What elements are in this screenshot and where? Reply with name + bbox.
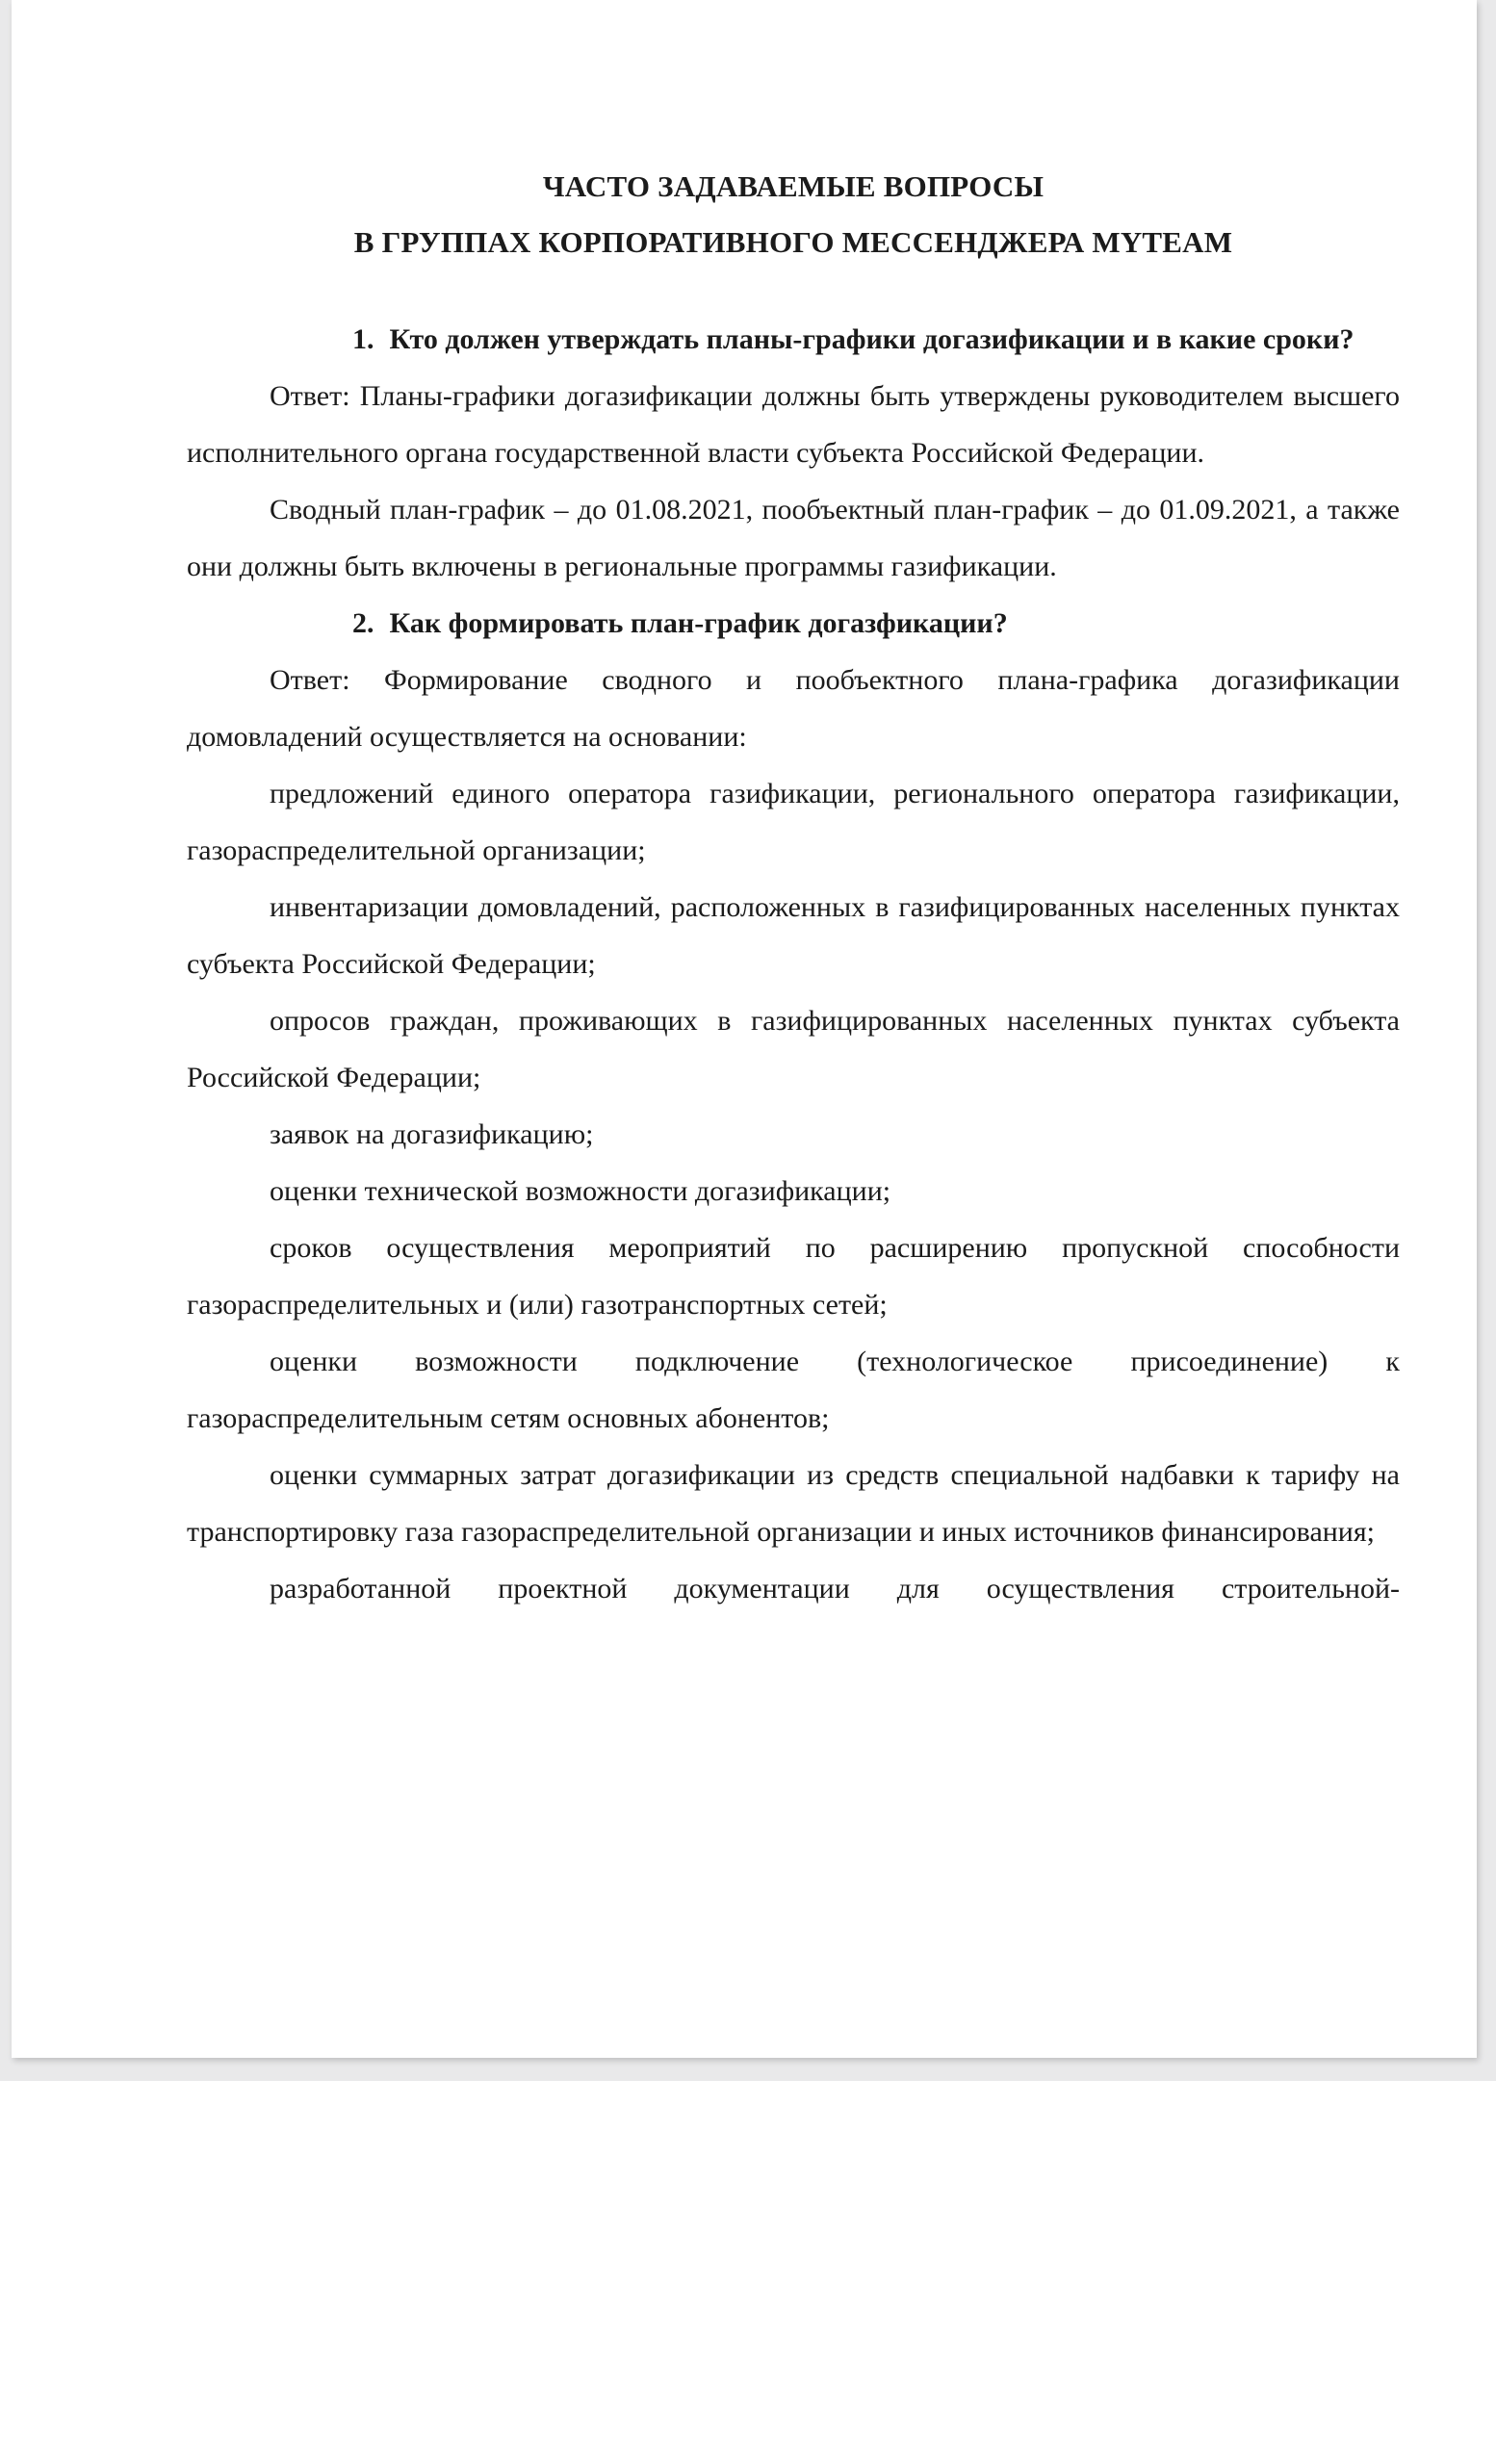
- document-page: [12, 0, 1477, 2058]
- document-title: [187, 159, 1400, 270]
- question-2-text: Как формировать план-график догазфикации?: [389, 607, 1008, 639]
- answer-2-item: оценки возможности подключение (технологическое присоединение) к газораспределительным сетям основных абонентов;: [187, 1346, 1400, 1434]
- question-2-number: 2.: [352, 607, 374, 639]
- title-line-2: В ГРУППАХ КОРПОРАТИВНОГО МЕССЕНДЖЕРА MYTEAM: [353, 225, 1233, 259]
- answer-2-item: инвентаризации домовладений, расположенных в газифицированных населенных пунктах субъекта Российской Федерации;: [187, 891, 1400, 980]
- answer-2-item: оценки суммарных затрат догазификации из средств специальной надбавки к тарифу на транспортировку газа газораспределительной организации и иных источников финансирования;: [187, 1459, 1400, 1548]
- question-1-number: 1.: [352, 323, 374, 355]
- question-1: [187, 311, 1400, 368]
- question-2: [187, 595, 1400, 652]
- question-1-text: Кто должен утверждать планы-графики догазификации и в какие сроки?: [389, 323, 1354, 355]
- answer-2-item: разработанной проектной документации для осуществления строительной-: [270, 1573, 1400, 1604]
- title-line-1: ЧАСТО ЗАДАВАЕМЫЕ ВОПРОСЫ: [542, 169, 1045, 203]
- answer-2-item: оценки технической возможности догазификации;: [270, 1175, 891, 1207]
- document-content: [187, 159, 1400, 1617]
- answer-1-paragraph-1: Ответ: Планы-графики догазификации должны быть утверждены руководителем высшего исполнительного органа государственной власти субъекта Российской Федерации.: [187, 380, 1400, 469]
- answer-2-intro: Ответ: Формирование сводного и пообъектного плана-графика догазификации домовладений осуществляется на основании:: [187, 664, 1400, 753]
- answer-2-item: заявок на догазификацию;: [270, 1118, 594, 1150]
- answer-2-item: сроков осуществления мероприятий по расширению пропускной способности газораспределительных и (или) газотранспортных сетей;: [187, 1232, 1400, 1321]
- answer-2-item: опросов граждан, проживающих в газифицированных населенных пунктах субъекта Российской Федерации;: [187, 1005, 1400, 1093]
- answer-1-paragraph-2: Сводный план-график – до 01.08.2021, пообъектный план-график – до 01.09.2021, а также они должны быть включены в региональные программы газификации.: [187, 494, 1400, 582]
- answer-2-item: предложений единого оператора газификации, регионального оператора газификации, газораспределительной организации;: [187, 778, 1400, 866]
- document-body: [187, 311, 1400, 1617]
